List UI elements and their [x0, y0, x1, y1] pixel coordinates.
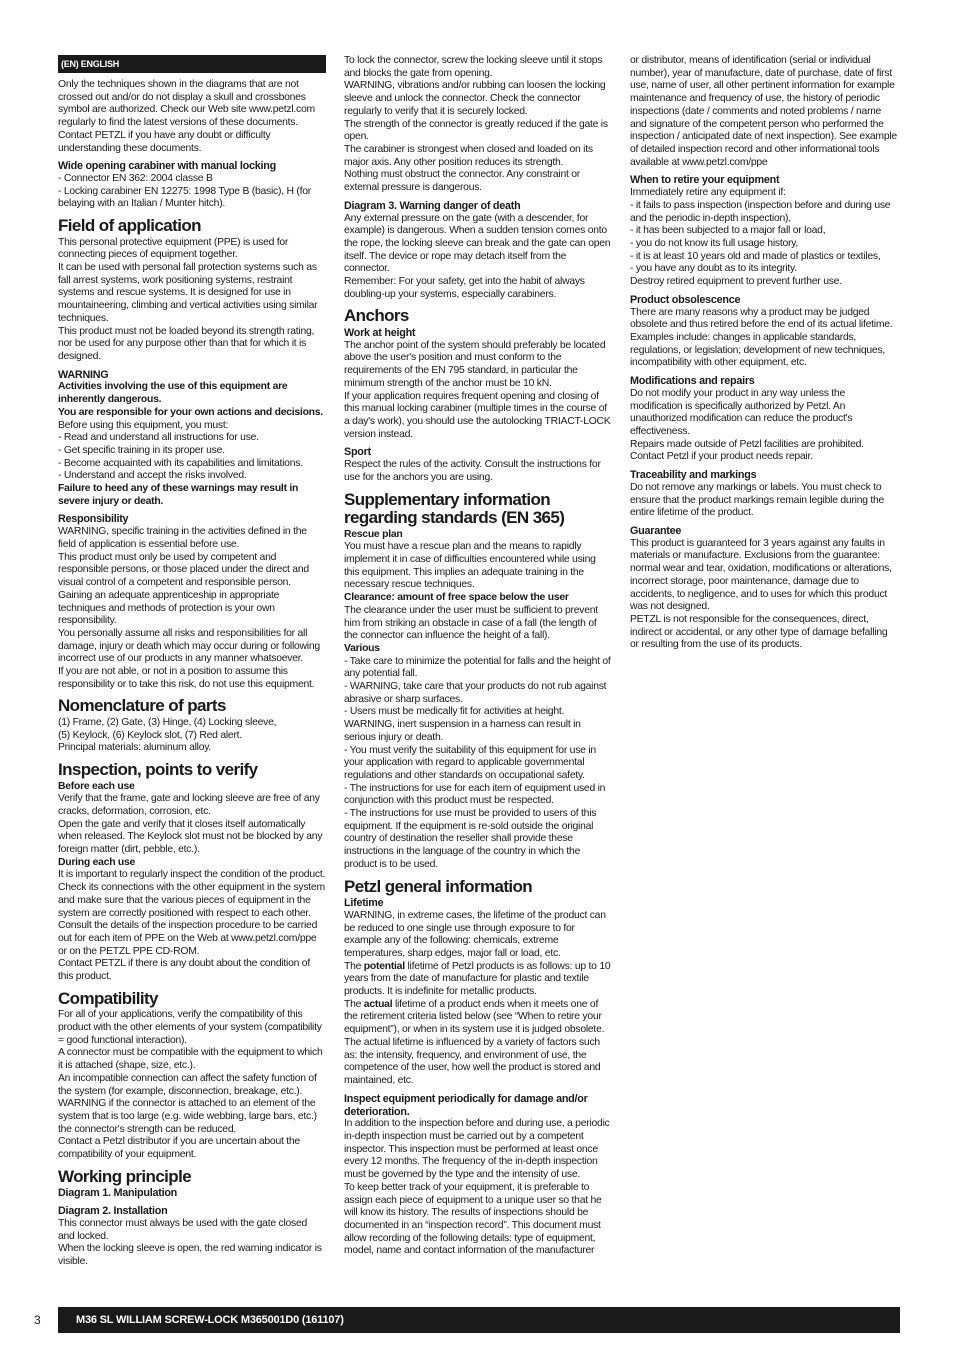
paragraph: - The instructions for use for each item of equipment used in conjunction with this product must be respected.: [344, 782, 606, 807]
column-2-content: [344, 55, 612, 1258]
document-title: M36 SL WILLIAM SCREW-LOCK M365001D0 (161107): [76, 1314, 344, 1326]
paragraph: WARNING, in extreme cases, the lifetime of the product can be reduced to one single use through exposure to for example any of the following: chemicals, extreme temperatures, sharp edges, major fall or load, etc.: [344, 909, 606, 959]
paragraph: It can be used with personal fall protection systems such as fall arrest systems, work positioning systems, restraint systems and rescue systems. It is designed for use in mountaineering, climbing and vertical activities using similar techniques.: [58, 262, 318, 324]
page-number: 3: [34, 1313, 41, 1327]
column-2: [344, 55, 612, 1258]
paragraph: Repairs made outside of Petzl facilities are prohibited. Contact Petzl if your product needs repair.: [630, 438, 864, 463]
column-1: [58, 55, 326, 1269]
subsection-heading: Diagram 1. Manipulation: [58, 1187, 178, 1200]
minor-heading: Before each use: [58, 780, 135, 792]
section-heading: Petzl general information: [344, 876, 533, 896]
paragraph: The actual lifetime is influenced by a variety of factors such as: the intensity, frequency, and environment of use, the competence of the user, how well the product is stored and maintained, etc.: [344, 1036, 601, 1086]
paragraph: WARNING, vibrations and/or rubbing can loosen the locking sleeve and unlock the connector. Check the connector regularly to verify that it is securely locked.: [344, 80, 606, 117]
paragraph-pre: The: [344, 998, 364, 1010]
bold-paragraph: Failure to heed any of these warnings may result in severe injury or death.: [58, 483, 299, 507]
paragraph: This connector must always be used with the gate closed and locked.: [58, 1217, 308, 1242]
paragraph: (1) Frame, (2) Gate, (3) Hinge, (4) Locking sleeve,: [58, 716, 277, 728]
paragraph: This product must only be used by competent and responsible persons, or those placed under the direct and visual control of a competent and responsible person.: [58, 551, 309, 589]
paragraph: The anchor point of the system should preferably be located above the user's position and must conform to the requirements of the EN 795 standard, in particular the minimum strength of the anchor must be 10 kN.: [344, 339, 606, 389]
paragraph: There are many reasons why a product may be judged obsolete and thus retired before the end of its actual lifetime. Examples include: changes in applicable standards, regulations, or legislation; development of new techniques, incompatibility with other equipment, etc.: [630, 306, 893, 369]
paragraph: or distributor, means of identification (serial or individual number), year of manufacture, date of purchase, date of first use, name of user, all other pertinent information for example maintenance and frequency of use, the history of periodic inspections (date / comments and noted problems / name and signature of the competent person who performed the inspection / anticipated date of next inspection). See example of detailed inspection record and other informational tools available at www.petzl.com/ppe: [630, 55, 897, 168]
paragraph: You personally assume all risks and responsibilities for all damage, injury or death which may occur during or following incorrect use of our products in any manner whatsoever.: [58, 627, 320, 665]
paragraph: - Become acquainted with its capabilities and limitations.: [58, 457, 303, 469]
section-heading: Nomenclature of parts: [58, 696, 226, 716]
paragraph: Check its connections with the other equipment in the system and make sure that the various pieces of equipment in the system are correctly positioned with respect to each other.: [58, 882, 325, 919]
paragraph-bold: potential: [363, 960, 405, 972]
paragraph: The strength of the connector is greatly reduced if the gate is open.: [344, 118, 608, 143]
bold-paragraph: You are responsible for your own actions and decisions.: [58, 406, 323, 418]
section-heading: Supplementary information regarding standards (EN 365): [344, 489, 565, 528]
subsection-heading: When to retire your equipment: [630, 174, 780, 187]
paragraph: The clearance under the user must be sufficient to prevent him from striking an obstacle in case of a fall (the length of the connector can influence the height of a fall).: [344, 604, 598, 642]
paragraph: Immediately retire any equipment if:: [630, 187, 786, 199]
subsection-heading: Traceability and markings: [630, 469, 757, 482]
minor-heading: During each use: [58, 856, 136, 868]
paragraph: - Users must be medically fit for activities at height. WARNING, inert suspension in a harness can result in serious injury or death.: [344, 706, 581, 743]
paragraph: Principal materials: aluminum alloy.: [58, 742, 212, 754]
paragraph: Open the gate and verify that it closes itself automatically when released. The Keylock slot must not be blocked by any foreign matter (dirt, pebble, etc.).: [58, 818, 323, 856]
paragraph: - it fails to pass inspection (inspection before and during use and the periodic in-depth inspection),: [630, 199, 891, 224]
paragraph: Contact PETZL if there is any doubt about the condition of this product.: [58, 958, 310, 983]
paragraph: (5) Keylock, (6) Keylock slot, (7) Red alert.: [58, 729, 242, 741]
paragraph: Contact a Petzl distributor if you are uncertain about the compatibility of your equipment.: [58, 1136, 300, 1161]
subsection-heading: Responsibility: [58, 513, 129, 526]
paragraph: When the locking sleeve is open, the red warning indicator is visible.: [58, 1243, 322, 1267]
paragraph: Consult the details of the inspection procedure to be carried out for each item of PPE on the Web at www.petzl.com/ppe or on the PETZL PPE CD-ROM.: [58, 920, 318, 957]
paragraph: [344, 999, 612, 1037]
column-1-content: [58, 79, 326, 1269]
paragraph: Before using this equipment, you must:: [58, 419, 229, 431]
paragraph-pre: The: [344, 960, 364, 972]
paragraph: If your application requires frequent opening and closing of this manual locking carabiner (multiple times in the course of a day's work), you should use the autolocking TRIACT-LOCK version instead.: [344, 390, 611, 440]
paragraph: - Understand and accept the risks involved.: [58, 470, 247, 482]
paragraph: - WARNING, take care that your products do not rub against abrasive or sharp surfaces.: [344, 681, 607, 705]
column-3: [630, 55, 898, 652]
paragraph: - it has been subjected to a major fall or load,: [630, 225, 826, 237]
paragraph: Do not modify your product in any way unless the modification is specifically authorized by Petzl. An unauthorized modification can reduce the product's effectiveness.: [630, 387, 853, 437]
paragraph: Respect the rules of the activity. Consult the instructions for use for the anchors you are using.: [344, 459, 601, 483]
paragraph: Destroy retired equipment to prevent further use.: [630, 276, 842, 288]
paragraph: - You must verify the suitability of this equipment for use in your application with regard to applicable governmental regulations and other standards on occupational safety.: [344, 744, 596, 781]
paragraph: - Get specific training in its proper use.: [58, 444, 225, 456]
section-heading: Working principle: [58, 1166, 192, 1186]
paragraph: In addition to the inspection before and during use, a periodic in-depth inspection must be carried out by a competent inspector. This inspection must be performed at least once every 12 months. The frequency of the in-depth inspection must be governed by the type and the intensity of use.: [344, 1118, 610, 1181]
paragraph-post: lifetime of Petzl products is as follows: up to 10 years from the date of manufacture for plastic and textile products. It is indefinite for metallic products.: [344, 960, 611, 998]
paragraph: If you are not able, or not in a position to assume this responsibility or to take this risk, do not use this equipment.: [58, 666, 315, 690]
paragraph: This product must not be loaded beyond its strength rating, nor be used for any purpose other than that for which it is designed.: [58, 325, 315, 362]
subsection-heading: Modifications and repairs: [630, 375, 755, 388]
paragraph: A connector must be compatible with the equipment to which it is attached (shape, size, etc.).: [58, 1047, 323, 1072]
paragraph: Gaining an adequate apprenticeship in appropriate techniques and methods of protection is your own responsibility.: [58, 589, 280, 627]
paragraph: WARNING if the connector is attached to an element of the system that is too large (e.g. wide webbing, large bars, etc.) the connector's strength can be reduced.: [58, 1098, 317, 1135]
paragraph: PETZL is not responsible for the consequences, direct, indirect or accidental, or any other type of damage befalling or resulting from the use of its products.: [630, 614, 888, 651]
subsection-heading: Lifetime: [344, 897, 384, 910]
subsection-heading: Guarantee: [630, 524, 682, 537]
subsection-heading: Product obsolescence: [630, 293, 741, 306]
paragraph: This product is guaranteed for 3 years against any faults in materials or manufacture. Exclusions from the guarantee: normal wear and tear, oxidation, modifications or alterations, incorrect storage, poor maintenance, damage due to accidents, to negligence, and to uses for which this product was not designed.: [630, 537, 892, 613]
section-heading: Anchors: [344, 306, 409, 326]
bold-paragraph: Activities involving the use of this equipment are inherently dangerous.: [58, 381, 288, 406]
paragraph: WARNING, specific training in the activities defined in the field of application is essential before use.: [58, 526, 307, 550]
subsection-heading: Wide opening carabiner with manual locking: [58, 160, 276, 173]
paragraph: This personal protective equipment (PPE) is used for connecting pieces of equipment together.: [58, 236, 289, 261]
paragraph: Verify that the frame, gate and locking sleeve are free of any cracks, deformation, corrosion, etc.: [58, 793, 320, 817]
paragraph-post: lifetime of a product ends when it meets one of the retirement criteria listed below (see “When to retire your equipment”), or when in its system use it is judged obsolete.: [344, 998, 605, 1036]
minor-heading: Various: [344, 642, 380, 654]
subsection-heading: Inspect equipment periodically for damage and/or deterioration.: [344, 1092, 588, 1118]
paragraph: For all of your applications, verify the compatibility of this product with the other elements of your system (compatibility = good functional interaction).: [58, 1009, 322, 1046]
paragraph: [344, 961, 612, 999]
paragraph: - you have any doubt as to its integrity.: [630, 263, 797, 275]
paragraph: Only the techniques shown in the diagrams that are not crossed out and/or do not display a skull and crossbones symbol are authorized. Check our Web site www.petzl.com regularly to find the latest versions of these documents. Contact PETZL if you have any doubt or difficulty understanding these documents.: [58, 79, 315, 154]
paragraph: - Read and understand all instructions for use.: [58, 432, 259, 444]
subsection-heading: Sport: [344, 446, 371, 459]
language-tag: (EN) ENGLISH: [58, 55, 326, 73]
paragraph: To lock the connector, screw the locking sleeve until it stops and blocks the gate from opening.: [344, 55, 603, 79]
subsection-heading: WARNING: [58, 368, 109, 381]
column-3-content: [630, 55, 898, 652]
paragraph: An incompatible connection can affect the safety function of the system (for example, disconnection, breakage, etc.).: [58, 1072, 317, 1097]
section-heading: Compatibility: [58, 988, 158, 1008]
paragraph: Any external pressure on the gate (with a descender, for example) is dangerous. When a sudden tension comes onto the rope, the locking sleeve can break and the gate can open itself. The device or rope may detach itself from the connector.: [344, 212, 611, 275]
minor-heading: Rescue plan: [344, 528, 403, 540]
section-heading: Field of application: [58, 216, 201, 236]
paragraph: Do not remove any markings or labels. You must check to ensure that the product markings remain legible during the entire lifetime of the product.: [630, 481, 885, 519]
subsection-heading: Diagram 3. Warning danger of death: [344, 199, 521, 212]
subsection-heading: Diagram 2. Installation: [58, 1205, 168, 1218]
paragraph-bold: actual: [363, 998, 393, 1010]
paragraph: Remember: For your safety, get into the habit of always doubling-up your systems, especially carabiners.: [344, 276, 585, 300]
paragraph: - Take care to minimize the potential for falls and the height of any potential fall.: [344, 655, 611, 680]
paragraph: To keep better track of your equipment, it is preferable to assign each piece of equipment to a unique user so that he will know its history. The results of inspections should be documented in an “inspection record”. This document must allow recording of the following details: type of equipment, model, name and contact information of the manufacturer: [344, 1181, 602, 1257]
paragraph: - The instructions for use must be provided to users of this equipment. If the equipment is re-sold outside the original country of destination the reseller shall provide these instructions in the language of the country in which the product is to be used.: [344, 808, 597, 870]
minor-heading: Clearance: amount of free space below the user: [344, 592, 569, 604]
subsection-heading: Work at height: [344, 326, 416, 339]
paragraph: - Connector EN 362: 2004 classe B: [58, 173, 213, 185]
paragraph: It is important to regularly inspect the condition of the product.: [58, 869, 326, 881]
footer-bar: [58, 1307, 900, 1333]
paragraph: The carabiner is strongest when closed and loaded on its major axis. Any other position reduces its strength.: [344, 143, 593, 168]
paragraph: - Locking carabiner EN 12275: 1998 Type B (basic), H (for belaying with an Italian / Munter hitch).: [58, 185, 311, 210]
section-heading: Inspection, points to verify: [58, 760, 258, 780]
paragraph: - it is at least 10 years old and made of plastics or textiles,: [630, 250, 881, 262]
paragraph: Nothing must obstruct the connector. Any constraint or external pressure is dangerous.: [344, 169, 581, 194]
paragraph: You must have a rescue plan and the means to rapidly implement it in case of difficulties encountered while using this equipment. This implies an adequate training in the necessary rescue techniques.: [344, 541, 596, 591]
paragraph: - you do not know its full usage history,: [630, 237, 799, 249]
